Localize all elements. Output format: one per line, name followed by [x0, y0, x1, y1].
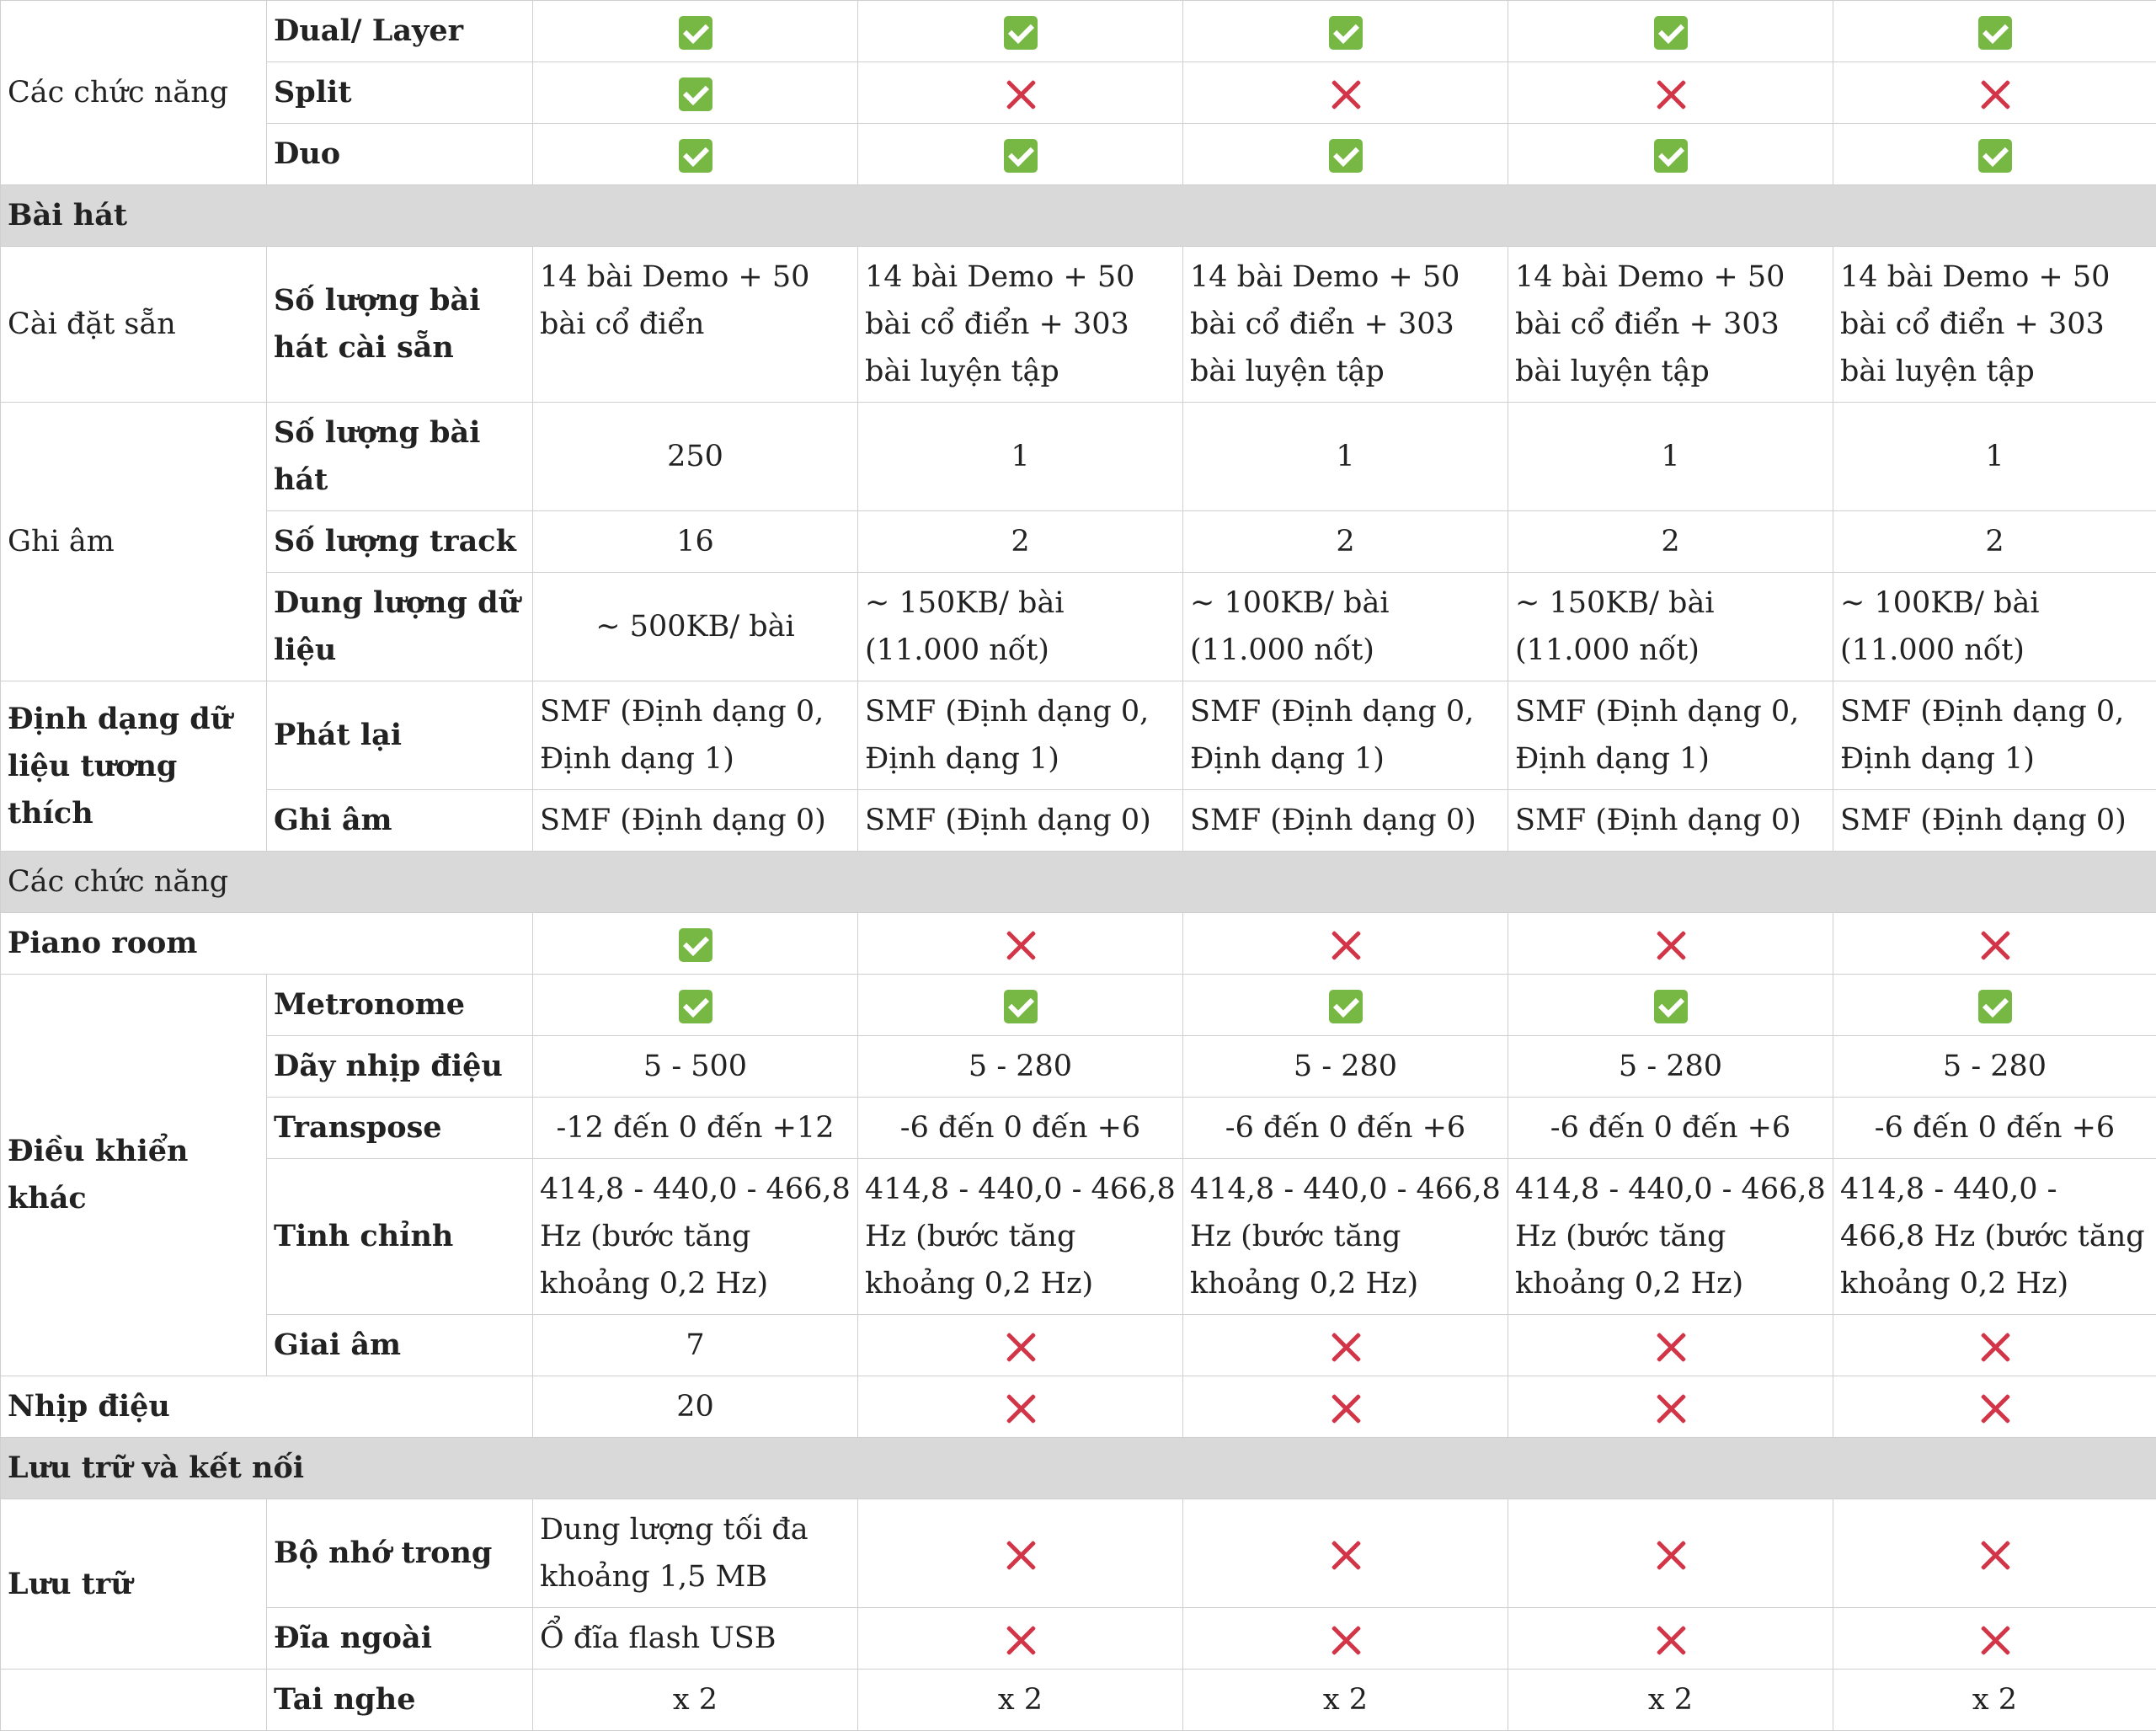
- cell-value: ~ 100KB/ bài (11.000 nốt): [1833, 573, 2156, 681]
- cell-value: ~ 500KB/ bài: [533, 573, 858, 681]
- row-label: Metronome: [267, 975, 533, 1036]
- cell-value: -12 đến 0 đến +12: [533, 1098, 858, 1159]
- cell-value: SMF (Định dạng 0): [1833, 790, 2156, 852]
- cell-value: Ổ đĩa flash USB: [533, 1608, 858, 1670]
- row-label: Ghi âm: [267, 790, 533, 852]
- row-label: Dãy nhịp điệu: [267, 1036, 533, 1098]
- cell-value: 1: [1833, 403, 2156, 511]
- cross-icon: [1329, 1392, 1363, 1425]
- table-row: [1, 573, 2156, 681]
- cell-value: SMF (Định dạng 0): [1183, 790, 1508, 852]
- check-icon: [1004, 16, 1038, 50]
- cell-value: 250: [533, 403, 858, 511]
- row-label: Bộ nhớ trong: [267, 1499, 533, 1608]
- cross-icon: [1654, 1392, 1688, 1425]
- cell-value: x 2: [1508, 1670, 1833, 1731]
- section-header: [1, 852, 2156, 913]
- cross-icon: [1004, 1392, 1038, 1425]
- cell-value: x 2: [1183, 1670, 1508, 1731]
- row-label: Split: [267, 62, 533, 124]
- cross-icon: [1654, 1538, 1688, 1572]
- check-icon: [1978, 139, 2012, 173]
- cell-value: 414,8 - 440,0 - 466,8 Hz (bước tăng khoảng 0,2 Hz): [1833, 1159, 2156, 1315]
- check-icon: [1978, 990, 2012, 1023]
- check-icon: [1978, 16, 2012, 50]
- table-row: [1, 681, 2156, 790]
- group-label: Định dạng dữ liệu tương thích: [1, 681, 267, 852]
- cross-icon: [1978, 1623, 2012, 1657]
- group-label: Điều khiển khác: [1, 975, 267, 1376]
- section-header: [1, 1438, 2156, 1499]
- cell-value: 414,8 - 440,0 - 466,8 Hz (bước tăng khoảng 0,2 Hz): [1508, 1159, 1833, 1315]
- cell-value: x 2: [858, 1670, 1183, 1731]
- table-row: [1, 62, 2156, 124]
- cell-value: 2: [1183, 511, 1508, 573]
- cell-value: SMF (Định dạng 0, Định dạng 1): [858, 681, 1183, 790]
- cross-icon: [1978, 928, 2012, 962]
- cell-value: 414,8 - 440,0 - 466,8 Hz (bước tăng khoảng 0,2 Hz): [533, 1159, 858, 1315]
- cell-value: x 2: [1833, 1670, 2156, 1731]
- row-label: Tinh chỉnh: [267, 1159, 533, 1315]
- check-icon: [1329, 990, 1363, 1023]
- table-row: [1, 511, 2156, 573]
- table-row: [1, 1, 2156, 62]
- check-icon: [679, 77, 712, 111]
- cross-icon: [1004, 928, 1038, 962]
- row-label: Nhịp điệu: [1, 1376, 533, 1438]
- cell-value: 7: [533, 1315, 858, 1376]
- table-row: [1, 1376, 2156, 1438]
- group-label: Các chức năng: [1, 1, 267, 185]
- cross-icon: [1004, 1330, 1038, 1364]
- cell-value: x 2: [533, 1670, 858, 1731]
- cell-value: ~ 150KB/ bài (11.000 nốt): [858, 573, 1183, 681]
- cell-value: SMF (Định dạng 0): [1508, 790, 1833, 852]
- cross-icon: [1004, 77, 1038, 111]
- cross-icon: [1978, 1330, 2012, 1364]
- cell-value: SMF (Định dạng 0, Định dạng 1): [533, 681, 858, 790]
- check-icon: [679, 928, 712, 962]
- group-label: Lưu trữ: [1, 1499, 267, 1670]
- group-label: Ghi âm: [1, 403, 267, 681]
- check-icon: [1004, 139, 1038, 173]
- row-label: Số lượng track: [267, 511, 533, 573]
- table-row: [1, 247, 2156, 403]
- row-label: Dual/ Layer: [267, 1, 533, 62]
- row-label: Dung lượng dữ liệu: [267, 573, 533, 681]
- table-row: [1, 1159, 2156, 1315]
- cross-icon: [1004, 1623, 1038, 1657]
- cell-value: -6 đến 0 đến +6: [1833, 1098, 2156, 1159]
- cell-value: SMF (Định dạng 0, Định dạng 1): [1508, 681, 1833, 790]
- cell-value: 14 bài Demo + 50 bài cổ điển: [533, 247, 858, 403]
- cell-value: 14 bài Demo + 50 bài cổ điển + 303 bài luyện tập: [1833, 247, 2156, 403]
- cell-value: -6 đến 0 đến +6: [858, 1098, 1183, 1159]
- cell-value: Dung lượng tối đa khoảng 1,5 MB: [533, 1499, 858, 1608]
- cell-value: 414,8 - 440,0 - 466,8 Hz (bước tăng khoảng 0,2 Hz): [858, 1159, 1183, 1315]
- check-icon: [679, 139, 712, 173]
- cell-value: SMF (Định dạng 0): [858, 790, 1183, 852]
- cross-icon: [1654, 77, 1688, 111]
- row-label: Giai âm: [267, 1315, 533, 1376]
- row-label: Số lượng bài hát cài sẵn: [267, 247, 533, 403]
- section-title: Bài hát: [1, 185, 2156, 247]
- row-label: Tai nghe: [267, 1670, 533, 1731]
- cross-icon: [1654, 928, 1688, 962]
- row-label: Duo: [267, 124, 533, 185]
- cross-icon: [1978, 1538, 2012, 1572]
- cell-value: 2: [1833, 511, 2156, 573]
- check-icon: [679, 16, 712, 50]
- cell-value: 20: [533, 1376, 858, 1438]
- cell-value: 414,8 - 440,0 - 466,8 Hz (bước tăng khoảng 0,2 Hz): [1183, 1159, 1508, 1315]
- cross-icon: [1004, 1538, 1038, 1572]
- cell-value: 5 - 280: [858, 1036, 1183, 1098]
- cross-icon: [1329, 1623, 1363, 1657]
- cell-value: 14 bài Demo + 50 bài cổ điển + 303 bài luyện tập: [1183, 247, 1508, 403]
- cell-value: -6 đến 0 đến +6: [1183, 1098, 1508, 1159]
- cell-value: -6 đến 0 đến +6: [1508, 1098, 1833, 1159]
- cell-value: ~ 150KB/ bài (11.000 nốt): [1508, 573, 1833, 681]
- table-row: [1, 790, 2156, 852]
- cell-value: SMF (Định dạng 0, Định dạng 1): [1183, 681, 1508, 790]
- cross-icon: [1329, 77, 1363, 111]
- table-row: [1, 1036, 2156, 1098]
- check-icon: [1329, 139, 1363, 173]
- cell-value: 5 - 500: [533, 1036, 858, 1098]
- cell-value: 5 - 280: [1183, 1036, 1508, 1098]
- check-icon: [1654, 16, 1688, 50]
- cell-value: 1: [1183, 403, 1508, 511]
- section-title: Các chức năng: [1, 852, 2156, 913]
- cross-icon: [1654, 1330, 1688, 1364]
- table-row: [1, 975, 2156, 1036]
- cell-value: SMF (Định dạng 0, Định dạng 1): [1833, 681, 2156, 790]
- table-row: [1, 1608, 2156, 1670]
- check-icon: [679, 990, 712, 1023]
- check-icon: [1004, 990, 1038, 1023]
- table-row: [1, 1499, 2156, 1608]
- row-label: Phát lại: [267, 681, 533, 790]
- cross-icon: [1329, 1330, 1363, 1364]
- row-label: Piano room: [1, 913, 533, 975]
- cross-icon: [1329, 1538, 1363, 1572]
- table-row: [1, 124, 2156, 185]
- section-title: Lưu trữ và kết nối: [1, 1438, 2156, 1499]
- cell-value: SMF (Định dạng 0): [533, 790, 858, 852]
- section-header: [1, 185, 2156, 247]
- cell-value: 14 bài Demo + 50 bài cổ điển + 303 bài luyện tập: [858, 247, 1183, 403]
- table-row: [1, 1098, 2156, 1159]
- table-row: [1, 913, 2156, 975]
- cell-value: 1: [1508, 403, 1833, 511]
- cell-value: 16: [533, 511, 858, 573]
- table-row: [1, 403, 2156, 511]
- check-icon: [1654, 139, 1688, 173]
- group-label: Cài đặt sẵn: [1, 247, 267, 403]
- cell-value: 5 - 280: [1833, 1036, 2156, 1098]
- cross-icon: [1978, 1392, 2012, 1425]
- cross-icon: [1978, 77, 2012, 111]
- cross-icon: [1654, 1623, 1688, 1657]
- cell-value: 1: [858, 403, 1183, 511]
- check-icon: [1329, 16, 1363, 50]
- cell-value: 2: [858, 511, 1183, 573]
- cell-value: ~ 100KB/ bài (11.000 nốt): [1183, 573, 1508, 681]
- row-label: Transpose: [267, 1098, 533, 1159]
- row-label: Đĩa ngoài: [267, 1608, 533, 1670]
- row-label: Số lượng bài hát: [267, 403, 533, 511]
- cell-value: 2: [1508, 511, 1833, 573]
- cell-value: 5 - 280: [1508, 1036, 1833, 1098]
- table-row: [1, 1315, 2156, 1376]
- table-row: [1, 1670, 2156, 1731]
- cell-value: 14 bài Demo + 50 bài cổ điển + 303 bài luyện tập: [1508, 247, 1833, 403]
- check-icon: [1654, 990, 1688, 1023]
- cross-icon: [1329, 928, 1363, 962]
